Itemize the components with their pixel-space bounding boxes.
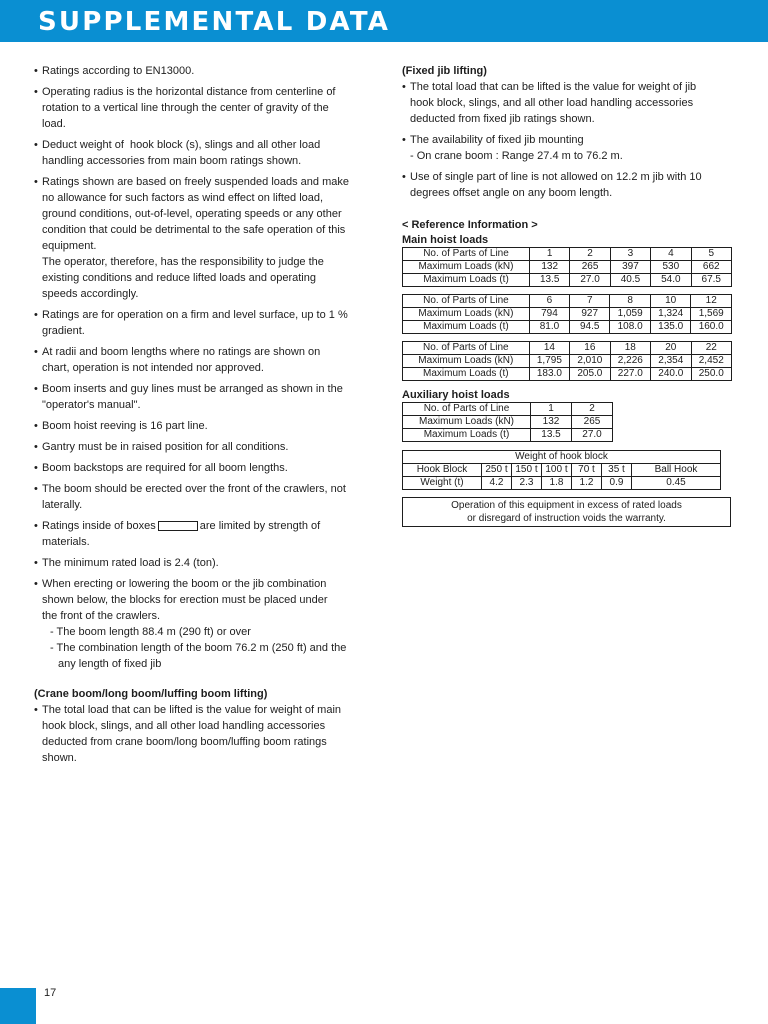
- table-cell: 2.3: [512, 477, 542, 490]
- table-cell: 3: [610, 248, 650, 261]
- note-line: • Boom hoist reeving is 16 part line.: [42, 420, 208, 432]
- crane-boom-line: deducted from crane boom/long boom/luffing boom ratings: [42, 736, 327, 748]
- row-header-cell: Maximum Loads (kN): [403, 308, 530, 321]
- table-cell: 135.0: [650, 321, 691, 334]
- table-row: [403, 274, 732, 287]
- fixed-jib-note: [402, 79, 732, 127]
- note-item: [34, 84, 370, 132]
- fixed-jib-line: • The total load that can be lifted is the value for weight of jib: [410, 81, 697, 93]
- table-row: [403, 261, 732, 274]
- table-row: [403, 295, 732, 308]
- table-cell: 20: [651, 342, 691, 355]
- main-hoist-tables: [402, 247, 732, 381]
- availability-line-1: • The availability of fixed jib mounting: [410, 134, 584, 146]
- note-line: • Gantry must be in raised position for all conditions.: [42, 441, 289, 453]
- table-cell: 132: [531, 416, 572, 429]
- table-cell: 927: [570, 308, 610, 321]
- crane-boom-note: [34, 702, 370, 766]
- table-cell: 0.45: [632, 477, 721, 490]
- erecting-line: shown below, the blocks for erection must be placed under: [42, 594, 328, 606]
- row-header-cell: Hook Block: [403, 464, 482, 477]
- row-header-cell: Maximum Loads (t): [403, 368, 530, 381]
- note-line: condition that could be detrimental to the safe operation of this: [42, 224, 346, 236]
- table-cell: Ball Hook: [632, 464, 721, 477]
- min-load-note: [34, 555, 370, 571]
- table-cell: 4: [651, 248, 691, 261]
- table-cell: 183.0: [529, 368, 569, 381]
- table-cell: 100 t: [542, 464, 572, 477]
- table-cell: 35 t: [602, 464, 632, 477]
- right-column: [402, 63, 732, 527]
- single-part-note: [402, 169, 732, 201]
- table-row: [403, 451, 721, 464]
- note-line: • At radii and boom lengths where no ratings are shown on: [42, 346, 321, 358]
- table-row: [403, 403, 613, 416]
- table-cell: 160.0: [691, 321, 732, 334]
- table-row: [403, 429, 613, 442]
- fixed-jib-heading: (Fixed jib lifting): [402, 65, 487, 77]
- table-cell: 22: [691, 342, 731, 355]
- table-cell: 27.0: [572, 429, 613, 442]
- note-line: existing conditions and reduce lifted loads and operating: [42, 272, 316, 284]
- hook-block-table-wrap: [402, 450, 732, 490]
- table-cell: 1,059: [610, 308, 651, 321]
- left-column: [34, 63, 370, 771]
- table-cell: 250 t: [482, 464, 512, 477]
- table-cell: 108.0: [610, 321, 651, 334]
- table-cell: 10: [650, 295, 691, 308]
- table-cell: 4.2: [482, 477, 512, 490]
- hook-block-table: [402, 450, 721, 490]
- table-cell: 16: [570, 342, 610, 355]
- page-number: 17: [44, 987, 57, 999]
- table-cell: 1,569: [691, 308, 732, 321]
- crane-boom-heading: (Crane boom/long boom/luffing boom lifting): [34, 688, 268, 700]
- row-header-cell: No. of Parts of Line: [403, 248, 530, 261]
- aux-hoist-heading: Auxiliary hoist loads: [402, 389, 510, 401]
- availability-line-2: - On crane boom : Range 27.4 m to 76.2 m.: [410, 150, 623, 162]
- note-line: ground conditions, out-of-level, operating speeds or any other: [42, 208, 342, 220]
- row-header-cell: Maximum Loads (t): [403, 429, 531, 442]
- boxes-note-line2: materials.: [42, 536, 90, 548]
- table-row: [403, 368, 732, 381]
- table-cell: 12: [691, 295, 732, 308]
- note-item: [34, 63, 370, 79]
- single-part-line-1: • Use of single part of line is not allowed on 12.2 m jib with 10: [410, 171, 702, 183]
- table-cell: 81.0: [529, 321, 569, 334]
- table-cell: 662: [691, 261, 731, 274]
- table-cell: 2,226: [610, 355, 650, 368]
- table-cell: 1,324: [650, 308, 691, 321]
- table-row: [403, 248, 732, 261]
- table-cell: 54.0: [651, 274, 691, 287]
- notes-list: [34, 63, 370, 513]
- table-cell: 1.2: [572, 477, 602, 490]
- note-line: chart, operation is not intended nor approved.: [42, 362, 264, 374]
- table-row: [403, 464, 721, 477]
- note-line: • Deduct weight of hook block (s), slings and all other load: [42, 139, 321, 151]
- boxes-note-before: Ratings inside of boxes: [42, 520, 156, 532]
- table-cell: 150 t: [512, 464, 542, 477]
- table-cell: 40.5: [610, 274, 650, 287]
- table-cell: 250.0: [691, 368, 731, 381]
- table-cell: 13.5: [529, 274, 569, 287]
- note-line: • Ratings are for operation on a firm and level surface, up to 1 %: [42, 309, 348, 321]
- table-cell: 2,010: [570, 355, 610, 368]
- erecting-sub-line: - The combination length of the boom 76.2 m (250 ft) and the: [50, 642, 347, 654]
- table-cell: 530: [651, 261, 691, 274]
- main-hoist-table: [402, 341, 732, 381]
- erecting-line: the front of the crawlers.: [42, 610, 160, 622]
- row-header-cell: No. of Parts of Line: [403, 403, 531, 416]
- table-cell: 227.0: [610, 368, 650, 381]
- table-cell: 18: [610, 342, 650, 355]
- note-item: [34, 174, 370, 302]
- note-line: • Boom backstops are required for all boom lengths.: [42, 462, 288, 474]
- crane-boom-line: hook block, slings, and all other load handling accessories: [42, 720, 326, 732]
- note-line: load.: [42, 118, 66, 130]
- note-line: • Boom inserts and guy lines must be arranged as shown in the: [42, 383, 343, 395]
- erecting-sub-cont: any length of fixed jib: [58, 658, 162, 670]
- table-cell: 1: [531, 403, 572, 416]
- crane-boom-line: shown.: [42, 752, 77, 764]
- table-cell: 7: [570, 295, 610, 308]
- page-tab: [0, 988, 36, 1024]
- rating-box-sample: [158, 521, 198, 531]
- table-cell: 265: [570, 261, 610, 274]
- note-item: [34, 307, 370, 339]
- row-header-cell: Maximum Loads (kN): [403, 416, 531, 429]
- table-row: [403, 416, 613, 429]
- table-cell: 2,354: [651, 355, 691, 368]
- row-header-cell: Maximum Loads (kN): [403, 261, 530, 274]
- note-line: rotation to a vertical line through the center of gravity of the: [42, 102, 329, 114]
- table-row: [403, 355, 732, 368]
- warranty-line-1: Operation of this equipment in excess of rated loads: [451, 500, 682, 511]
- availability-note: [402, 132, 732, 164]
- table-row: [403, 308, 732, 321]
- note-line: • Operating radius is the horizontal distance from centerline of: [42, 86, 336, 98]
- note-item: [34, 344, 370, 376]
- boxes-note: [34, 518, 370, 550]
- main-hoist-table: [402, 247, 732, 287]
- row-header-cell: No. of Parts of Line: [403, 342, 530, 355]
- table-cell: 265: [572, 416, 613, 429]
- main-hoist-table: [402, 294, 732, 334]
- table-cell: 1,795: [529, 355, 569, 368]
- boxes-note-after: are limited by strength of: [199, 520, 321, 532]
- note-item: [34, 481, 370, 513]
- note-line: • Ratings shown are based on freely suspended loads and make: [42, 176, 349, 188]
- table-cell: 1.8: [542, 477, 572, 490]
- aux-hoist-table: [402, 402, 613, 442]
- note-item: [34, 439, 370, 455]
- row-header-cell: Maximum Loads (t): [403, 321, 530, 334]
- table-cell: 14: [529, 342, 569, 355]
- row-header-cell: Weight (t): [403, 477, 482, 490]
- note-line: equipment.: [42, 240, 97, 252]
- note-item: [34, 460, 370, 476]
- note-line: "operator's manual".: [42, 399, 141, 411]
- aux-hoist-table-wrap: [402, 402, 732, 442]
- table-row: [403, 321, 732, 334]
- table-cell: 794: [529, 308, 569, 321]
- page-title: SUPPLEMENTAL DATA: [38, 7, 391, 37]
- table-cell: 2,452: [691, 355, 731, 368]
- table-cell: 6: [529, 295, 569, 308]
- table-cell: 240.0: [651, 368, 691, 381]
- hook-block-title: Weight of hook block: [403, 451, 721, 464]
- row-header-cell: Maximum Loads (t): [403, 274, 530, 287]
- table-cell: 397: [610, 261, 650, 274]
- warranty-note: [402, 497, 731, 527]
- table-cell: 5: [691, 248, 731, 261]
- erecting-note: [34, 576, 370, 672]
- table-row: [403, 342, 732, 355]
- table-cell: 94.5: [570, 321, 610, 334]
- min-load-text: • The minimum rated load is 2.4 (ton).: [42, 557, 219, 569]
- note-line: • Ratings according to EN13000.: [42, 65, 195, 77]
- table-cell: 2: [570, 248, 610, 261]
- note-line: laterally.: [42, 499, 83, 511]
- table-cell: 70 t: [572, 464, 602, 477]
- note-line: speeds accordingly.: [42, 288, 139, 300]
- note-line: no allowance for such factors as wind effect on lifted load,: [42, 192, 324, 204]
- warranty-line-2: or disregard of instruction voids the warranty.: [467, 513, 666, 524]
- table-row: [403, 477, 721, 490]
- row-header-cell: No. of Parts of Line: [403, 295, 530, 308]
- note-item: [34, 137, 370, 169]
- table-cell: 67.5: [691, 274, 731, 287]
- main-hoist-heading: Main hoist loads: [402, 234, 489, 246]
- table-cell: 27.0: [570, 274, 610, 287]
- table-cell: 132: [529, 261, 569, 274]
- table-cell: 8: [610, 295, 651, 308]
- table-cell: 0.9: [602, 477, 632, 490]
- note-line: • The boom should be erected over the front of the crawlers, not: [42, 483, 346, 495]
- single-part-line-2: degrees offset angle on any boom length.: [410, 187, 613, 199]
- note-line: The operator, therefore, has the responsibility to judge the: [42, 256, 324, 268]
- note-line: handling accessories from main boom ratings shown.: [42, 155, 302, 167]
- crane-boom-line: • The total load that can be lifted is the value for weight of main: [42, 704, 342, 716]
- row-header-cell: Maximum Loads (kN): [403, 355, 530, 368]
- table-cell: 2: [572, 403, 613, 416]
- fixed-jib-line: deducted from fixed jib ratings shown.: [410, 113, 595, 125]
- erecting-sub-line: - The boom length 88.4 m (290 ft) or over: [50, 626, 251, 638]
- table-cell: 1: [529, 248, 569, 261]
- note-item: [34, 418, 370, 434]
- table-cell: 13.5: [531, 429, 572, 442]
- erecting-line: • When erecting or lowering the boom or the jib combination: [42, 578, 327, 590]
- note-line: gradient.: [42, 325, 85, 337]
- fixed-jib-line: hook block, slings, and all other load handling accessories: [410, 97, 694, 109]
- header-bar: [0, 0, 768, 42]
- note-item: [34, 381, 370, 413]
- reference-heading: < Reference Information >: [402, 219, 538, 231]
- table-cell: 205.0: [570, 368, 610, 381]
